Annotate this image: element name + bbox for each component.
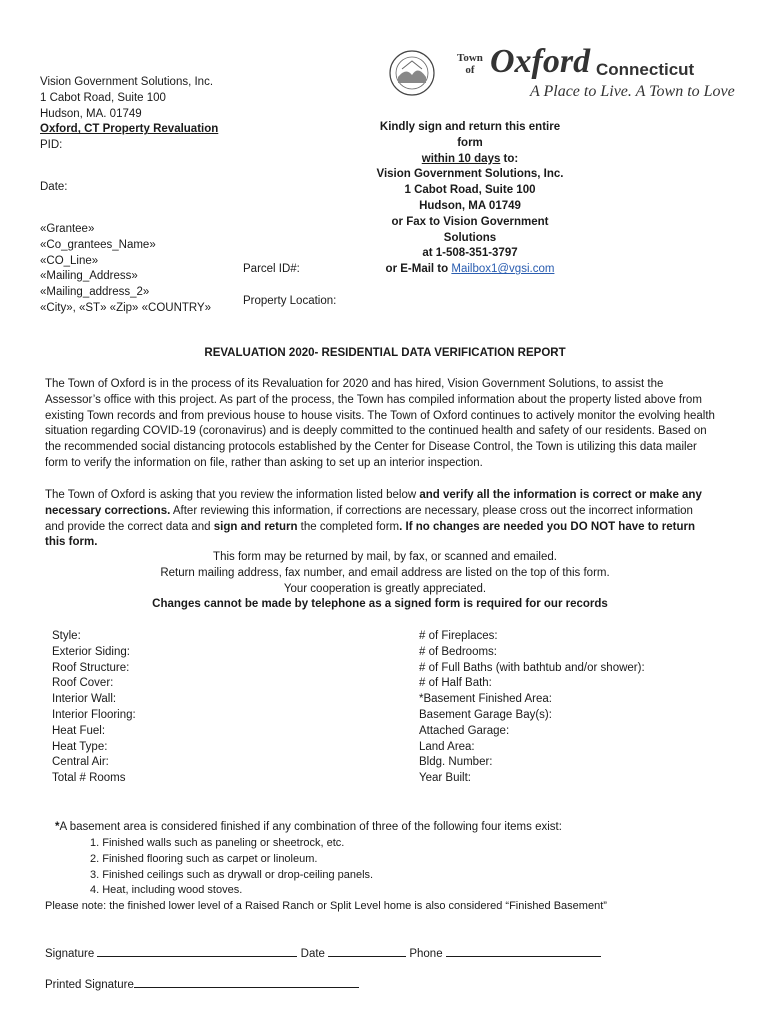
date-field[interactable] [328,945,406,957]
recipient-address [40,222,211,317]
sender-city: Hudson, MA. 01749 [40,107,142,120]
field-bldg-number: Bldg. Number: [419,756,493,769]
field-land-area: Land Area: [419,740,475,753]
grantee: «Grantee» [40,223,95,235]
field-basement-finished: *Basement Finished Area: [419,693,552,706]
state-name: Connecticut [596,60,695,79]
mailing-address-2: «Mailing_address_2» [40,286,150,299]
p2-d: sign and return [213,520,298,533]
finished-basement-note: Please note: the finished lower level of a Raised Ranch or Split Level home is also considered “Finished Basement” [45,900,607,912]
email-prefix: or E-Mail to [385,263,452,276]
mailing-address: «Mailing_Address» [40,270,138,283]
p2-f: . If no changes are needed you DO NOT have to return this form. [45,520,695,549]
field-half-bath: # of Half Bath: [419,677,492,690]
property-fields-left [52,629,136,787]
field-year-built: Year Built: [419,772,471,785]
basement-criteria-list [90,836,373,899]
field-fireplaces: # of Fireplaces: [419,630,498,642]
printed-signature-row [45,976,359,994]
field-central-air: Central Air: [52,756,109,769]
field-interior-wall: Interior Wall: [52,693,117,706]
field-full-baths: # of Full Baths (with bathtub and/or shower): [419,661,645,674]
field-basement-garage: Basement Garage Bay(s): [419,708,552,721]
phone-label: Phone [409,948,443,960]
list-item: 1. Finished walls such as paneling or sheetrock, etc. [90,837,345,849]
p2-c: After reviewing this information, if corrections are necessary, please cross out the incorrect information and provide the correct data and [45,504,693,533]
date-label: Date: [40,180,68,193]
field-total-rooms: Total # Rooms [52,772,126,785]
property-fields-right [419,629,645,787]
intro-paragraph: The Town of Oxford is in the process of its Revaluation for 2020 and has hired, Vision Government Solutions, to assist the Assessor’s office with this project. As part of the process, the Town has compiled information about the property listed above from existing Town records and from previous house to house visits. The Town of Oxford continues to actively monitor the evolving health situation regarding COVID-19 (coronavirus) and is deeply committed to the continued health and safety of our residents. Based on the recommended social distancing protocols established by the Center for Disease Control, the Town is utilizing this data mailer form to verify the information on file, rather than asking to set up an interior inspection. [45,378,715,469]
co-grantees: «Co_grantees_Name» [40,238,156,251]
notice-line3: Your cooperation is greatly appreciated. [283,582,487,595]
p2-e: the completed form [297,520,400,533]
notice-line4: Changes cannot be made by telephone as a signed form is required for our records [152,598,608,611]
return-email-line [370,262,570,278]
town-name: Oxford [490,43,591,80]
city-line: «City», «ST» «Zip» «COUNTRY» [40,301,212,314]
field-interior-flooring: Interior Flooring: [52,708,136,721]
printed-signature-label: Printed Signature [45,979,134,991]
signature-label: Signature [45,948,95,960]
basement-star: * [55,821,60,833]
town-seal-icon [388,47,436,99]
sender-company: Vision Government Solutions, Inc. [40,76,214,88]
notice-line1: This form may be returned by mail, by fax, or scanned and emailed. [213,551,557,563]
return-to: to: [500,152,519,165]
list-item: 3. Finished ceilings such as drywall or drop-ceiling panels. [90,868,374,881]
list-item: 4. Heat, including wood stoves. [90,884,243,897]
sender-address [40,75,218,196]
field-roof-structure: Roof Structure: [52,661,130,674]
return-line1: Kindly sign and return this entire form [379,121,561,149]
field-bedrooms: # of Bedrooms: [419,645,497,658]
phone-field[interactable] [446,945,601,957]
report-title: REVALUATION 2020- RESIDENTIAL DATA VERIFICATION REPORT [204,347,566,359]
field-attached-garage: Attached Garage: [419,724,510,737]
instructions-paragraph [45,488,715,551]
property-location-label: Property Location: [243,295,337,307]
return-within-line [370,152,570,168]
signature-field[interactable] [97,945,297,957]
list-item: 2. Finished flooring such as carpet or linoleum. [90,852,318,865]
town-of-text: Town of [457,52,483,76]
email-link[interactable]: Mailbox1@vgsi.com [451,263,555,276]
return-instructions [370,120,570,278]
field-style: Style: [52,630,81,642]
field-roof-cover: Roof Cover: [52,677,114,690]
signature-row [45,945,601,963]
field-exterior-siding: Exterior Siding: [52,645,130,658]
project-title: Oxford, CT Property Revaluation [40,123,219,136]
return-fax-line: or Fax to Vision Government Solutions [391,215,549,244]
sender-street: 1 Cabot Road, Suite 100 [40,91,166,104]
town-tagline: A Place to Live. A Town to Love [530,83,735,100]
notice-line2: Return mailing address, fax number, and email address are listed on the top of this form. [160,566,610,579]
date-field-label: Date [300,948,325,960]
p2-b: and verify all the information is correct or make any necessary corrections. [45,489,702,517]
return-notice [0,550,770,613]
basement-intro [55,820,562,836]
return-city: Hudson, MA 01749 [419,199,521,212]
field-heat-type: Heat Type: [52,740,108,753]
co-line: «CO_Line» [40,254,99,267]
return-fax-number: at 1-508-351-3797 [422,247,518,260]
basement-intro-text: A basement area is considered finished if any combination of three of the following four items exist: [59,821,562,833]
return-street: 1 Cabot Road, Suite 100 [404,184,536,197]
within-days: within 10 days [421,152,501,165]
p2-a: The Town of Oxford is asking that you review the information listed below [45,489,420,501]
return-company: Vision Government Solutions, Inc. [376,168,564,181]
pid-label: PID: [40,139,63,152]
parcel-id-label: Parcel ID#: [243,263,300,275]
field-heat-fuel: Heat Fuel: [52,724,106,737]
printed-signature-field[interactable] [134,976,359,988]
